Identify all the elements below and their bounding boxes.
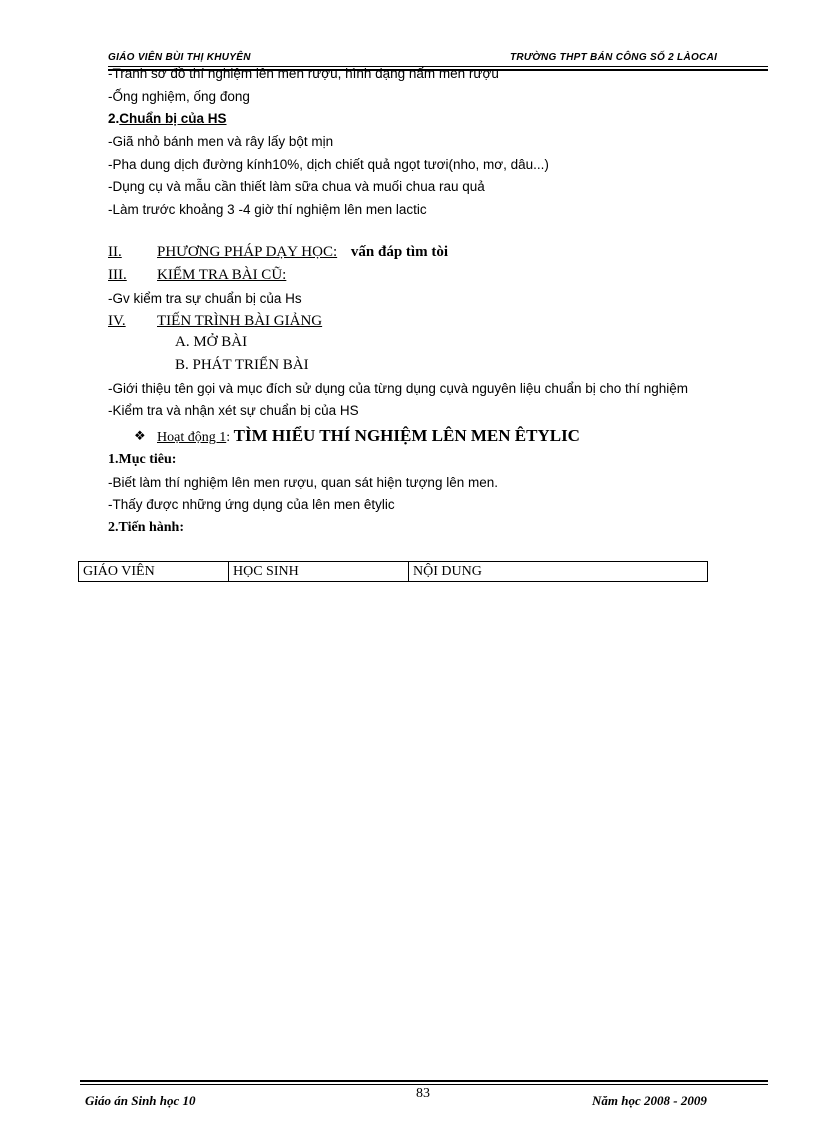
prep-line-1: -Tranh sơ đồ thí nghiệm lên men rượu, hình dạng nấm men rượu — [108, 66, 499, 81]
section-3-number: III. — [108, 267, 127, 283]
table-header-student: HỌC SINH — [229, 562, 409, 581]
section-4-number: IV. — [108, 313, 126, 329]
activity-label: Hoạt động 1 — [157, 430, 227, 445]
footer-rule-thick — [80, 1080, 768, 1082]
footer-rule-thin — [80, 1084, 768, 1085]
prep-line-4: -Giã nhỏ bánh men và rây lấy bột mịn — [108, 134, 334, 149]
activity-colon: : — [226, 430, 234, 445]
section-2-title: PHƯƠNG PHÁP DẠY HỌC: — [157, 244, 338, 260]
activity-title: TÌM HIỂU THÍ NGHIỆM LÊN MEN ÊTYLIC — [233, 426, 580, 445]
lesson-table-header — [78, 561, 708, 582]
section-4-line-2: -Kiểm tra và nhận xét sự chuẩn bị của HS — [108, 403, 359, 418]
section-4-title: TIẾN TRÌNH BÀI GIẢNG — [157, 313, 323, 329]
footer-lesson-plan: Giáo án Sinh học 10 — [85, 1093, 196, 1108]
table-header-content: NỘI DUNG — [413, 564, 482, 579]
prep-line-5: -Pha dung dịch đường kính10%, dịch chiết quả ngọt tươi(nho, mơ, dâu...) — [108, 157, 549, 172]
goal-heading: 1.Mục tiêu: — [108, 452, 177, 467]
section-2-value: vấn đáp tìm tòi — [350, 244, 448, 260]
section-4-line-1: -Giới thiệu tên gọi và mục đích sử dụng của từng dụng cụvà nguyên liệu chuẩn bị cho thí nghiệm — [108, 381, 689, 396]
goal-line-2: -Thấy được những ứng dụng của lên men êtylic — [108, 497, 395, 512]
prep-line-6: -Dụng cụ và mẫu cần thiết làm sữa chua và muối chua rau quả — [108, 179, 485, 194]
prep-line-2: -Ống nghiệm, ống đong — [108, 89, 250, 104]
section-3-title: KIỂM TRA BÀI CŨ: — [157, 267, 287, 283]
page-number: 83 — [416, 1086, 430, 1101]
subsection-a: A. MỞ BÀI — [175, 334, 248, 350]
prep-line-7: -Làm trước khoảng 3 -4 giờ thí nghiệm lên men lactic — [108, 202, 427, 217]
activity-bullet-icon: ❖ — [134, 428, 146, 443]
prep-student-number: 2. — [108, 111, 120, 126]
section-2-heading — [157, 244, 448, 261]
subsection-b: B. PHÁT TRIỂN BÀI — [175, 357, 309, 373]
header-school: TRƯỜNG THPT BÁN CÔNG SỐ 2 LÀOCAI — [510, 52, 718, 63]
table-header-teacher: GIÁO VIÊN — [79, 562, 229, 581]
section-3-line: -Gv kiểm tra sự chuẩn bị của Hs — [108, 291, 302, 306]
prep-student-title: Chuẩn bị của HS — [119, 111, 227, 126]
process-heading: 2.Tiến hành: — [108, 520, 184, 535]
goal-line-1: -Biết làm thí nghiệm lên men rượu, quan sát hiện tượng lên men. — [108, 475, 498, 490]
footer-school-year: Năm học 2008 - 2009 — [592, 1093, 707, 1108]
header-teacher: GIÁO VIÊN BÙI THỊ KHUYÊN — [108, 52, 251, 63]
activity-heading — [157, 426, 580, 446]
prep-student-heading — [108, 111, 227, 126]
section-2-number: II. — [108, 244, 122, 260]
